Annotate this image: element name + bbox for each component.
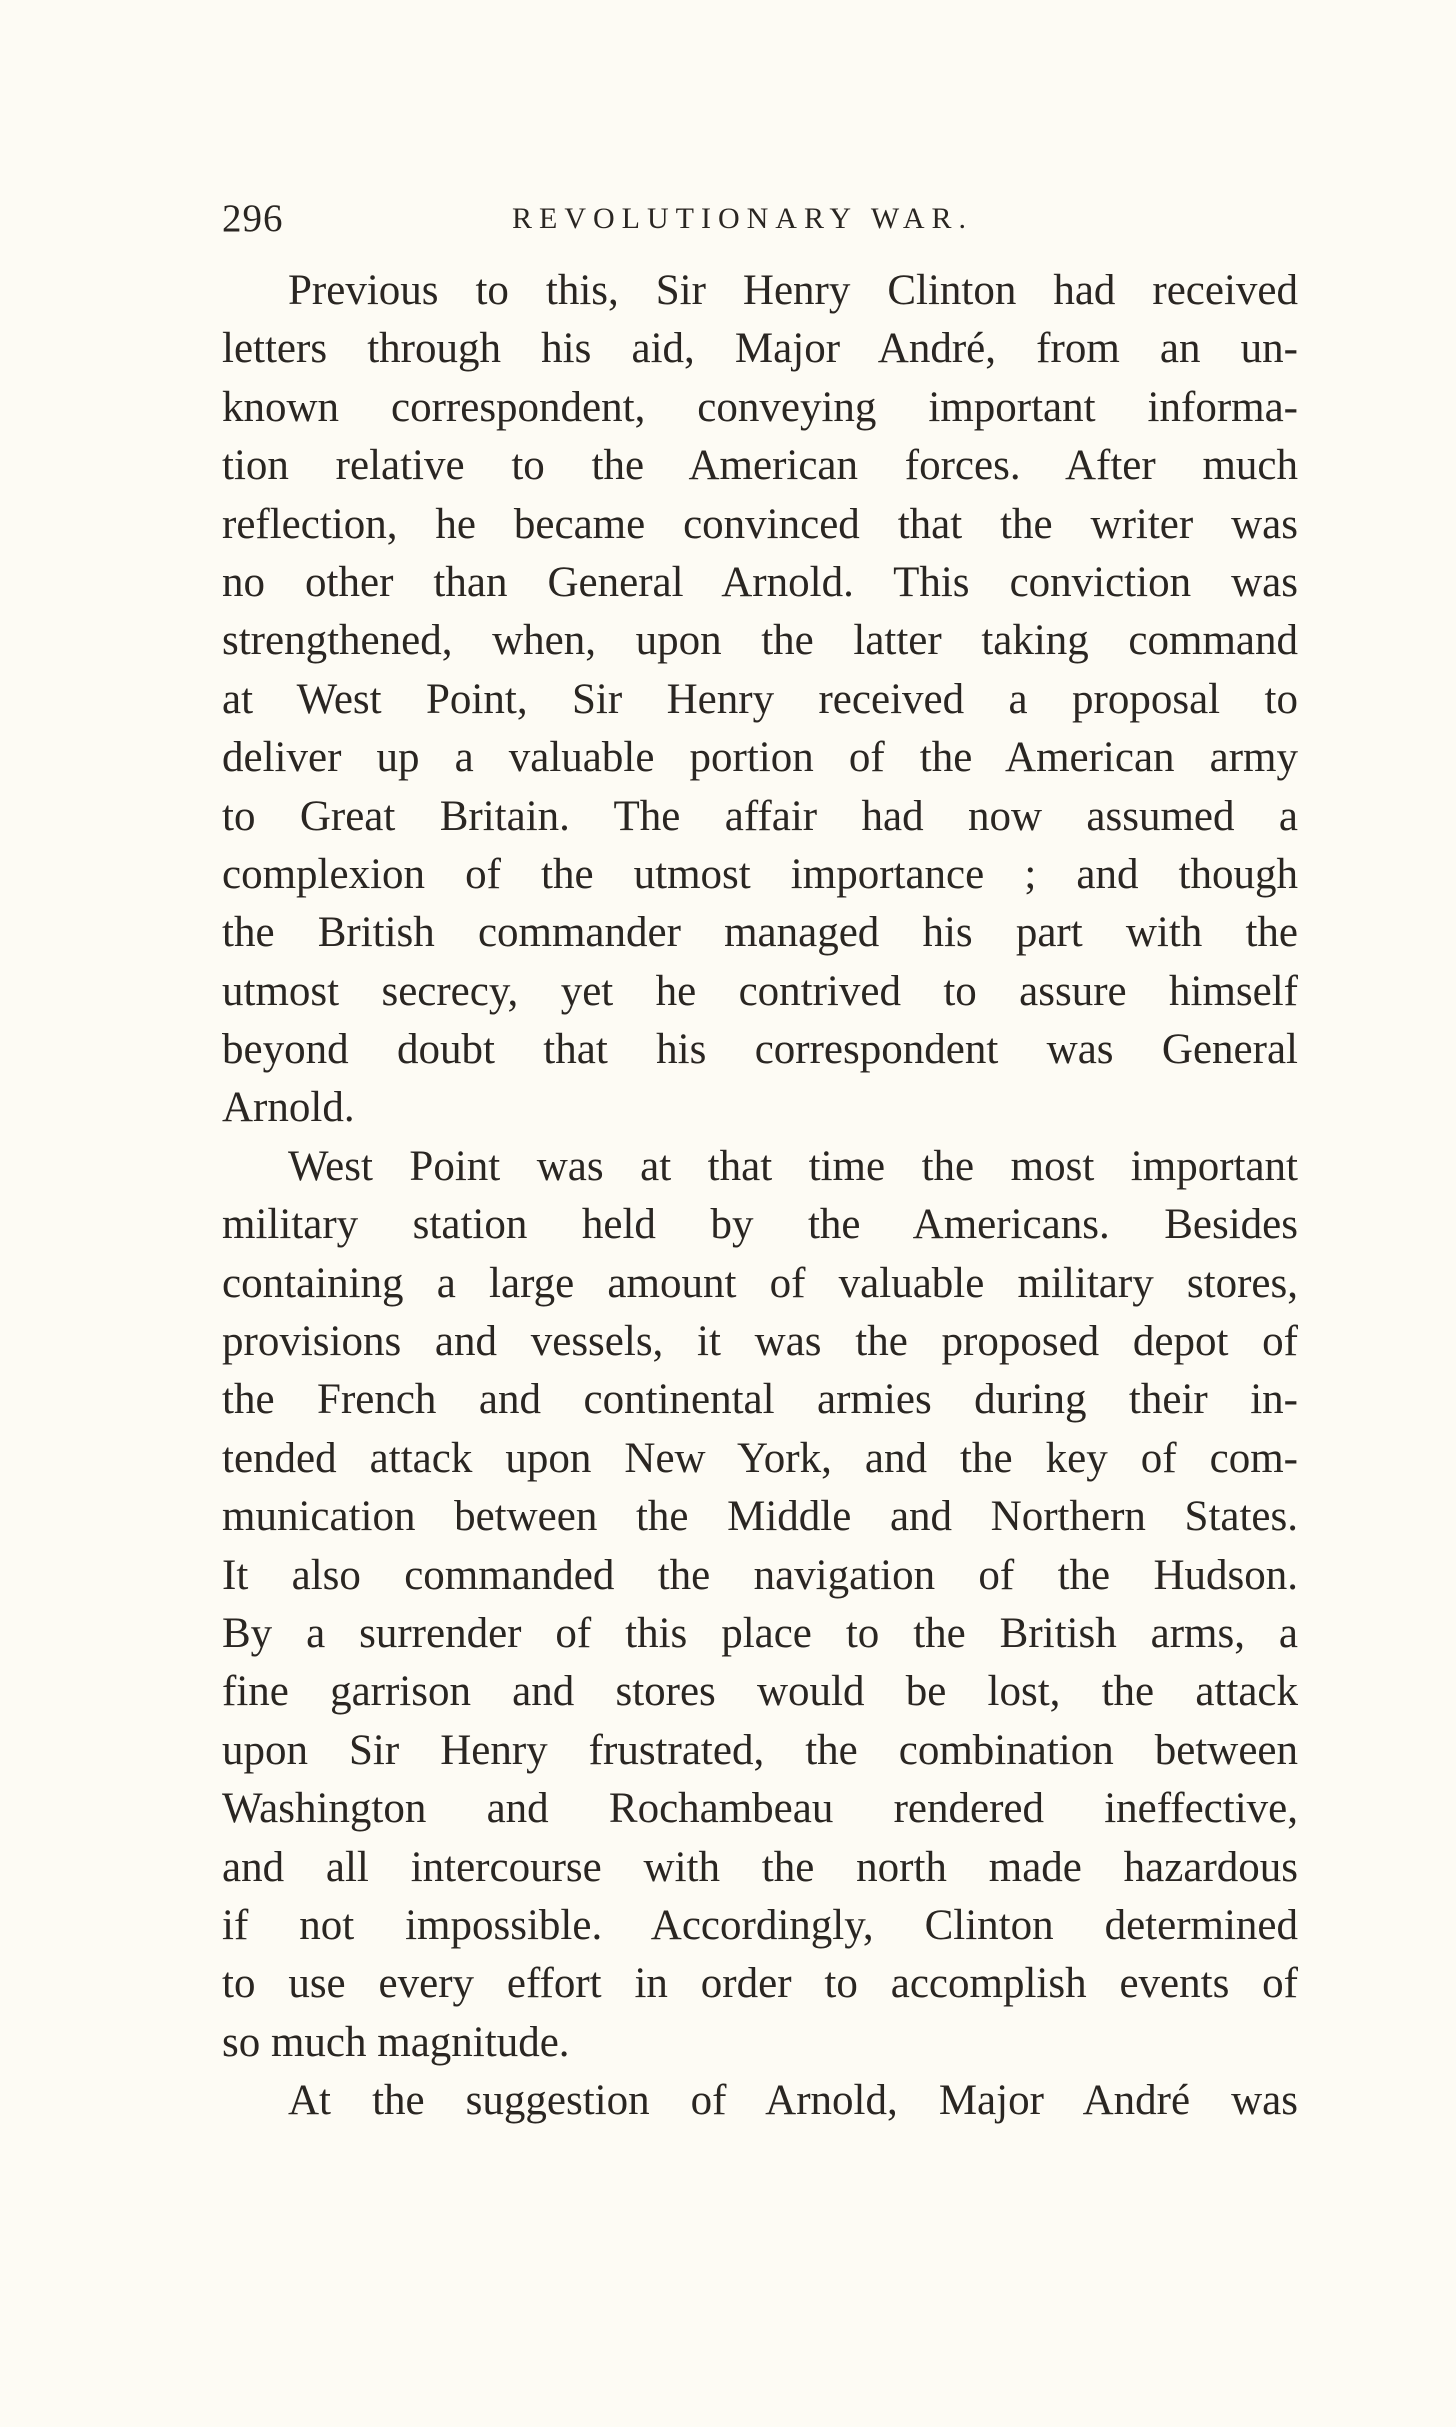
text-line: containing a large amount of valuable military stores, [222, 1259, 1298, 1307]
text-line: the British commander managed his part with the [222, 909, 1298, 957]
text-line: known correspondent, conveying important informa- [222, 383, 1298, 431]
text-line: complexion of the utmost importance ; and though [222, 850, 1298, 898]
text-line: the French and continental armies during their in- [222, 1376, 1298, 1424]
text-line: Washington and Rochambeau rendered ineffective, [222, 1785, 1298, 1833]
text-line: military station held by the Americans. Besides [222, 1201, 1298, 1249]
text-line: By a surrender of this place to the British arms, a [222, 1609, 1298, 1657]
text-line: utmost secrecy, yet he contrived to assure himself [222, 967, 1298, 1015]
text-line: West Point was at that time the most important [288, 1142, 1298, 1190]
text-line: Arnold. [222, 1084, 355, 1132]
text-line: tended attack upon New York, and the key of com- [222, 1434, 1298, 1482]
text-line: and all intercourse with the north made hazardous [222, 1843, 1298, 1891]
text-line: to use every effort in order to accomplish events of [222, 1960, 1298, 2008]
text-line: beyond doubt that his correspondent was General [222, 1026, 1298, 1074]
running-title: REVOLUTIONARY WAR. [512, 202, 973, 235]
page-number: 296 [222, 197, 284, 240]
text-line: provisions and vessels, it was the proposed depot of [222, 1318, 1298, 1366]
text-line: At the suggestion of Arnold, Major André was [288, 2077, 1298, 2125]
body-text [222, 262, 1298, 2131]
text-line: so much magnitude. [222, 2018, 570, 2066]
text-line: reflection, he became convinced that the writer was [222, 500, 1298, 548]
text-line: fine garrison and stores would be lost, the attack [222, 1668, 1298, 1716]
text-line: letters through his aid, Major André, from an un- [222, 325, 1298, 373]
text-line: if not impossible. Accordingly, Clinton determined [222, 1901, 1298, 1949]
text-line: tion relative to the American forces. After much [222, 442, 1298, 490]
text-line: at West Point, Sir Henry received a proposal to [222, 675, 1298, 723]
text-line: Previous to this, Sir Henry Clinton had received [288, 267, 1298, 314]
text-line: no other than General Arnold. This conviction was [222, 558, 1298, 606]
running-head [222, 196, 1300, 246]
text-line: munication between the Middle and Northern States. [222, 1493, 1298, 1541]
text-line: upon Sir Henry frustrated, the combination between [222, 1726, 1298, 1774]
text-line: deliver up a valuable portion of the American army [222, 734, 1298, 782]
text-line: It also commanded the navigation of the Hudson. [222, 1551, 1298, 1599]
text-line: to Great Britain. The affair had now assumed a [222, 792, 1298, 840]
text-line: strengthened, when, upon the latter taking command [222, 617, 1298, 665]
